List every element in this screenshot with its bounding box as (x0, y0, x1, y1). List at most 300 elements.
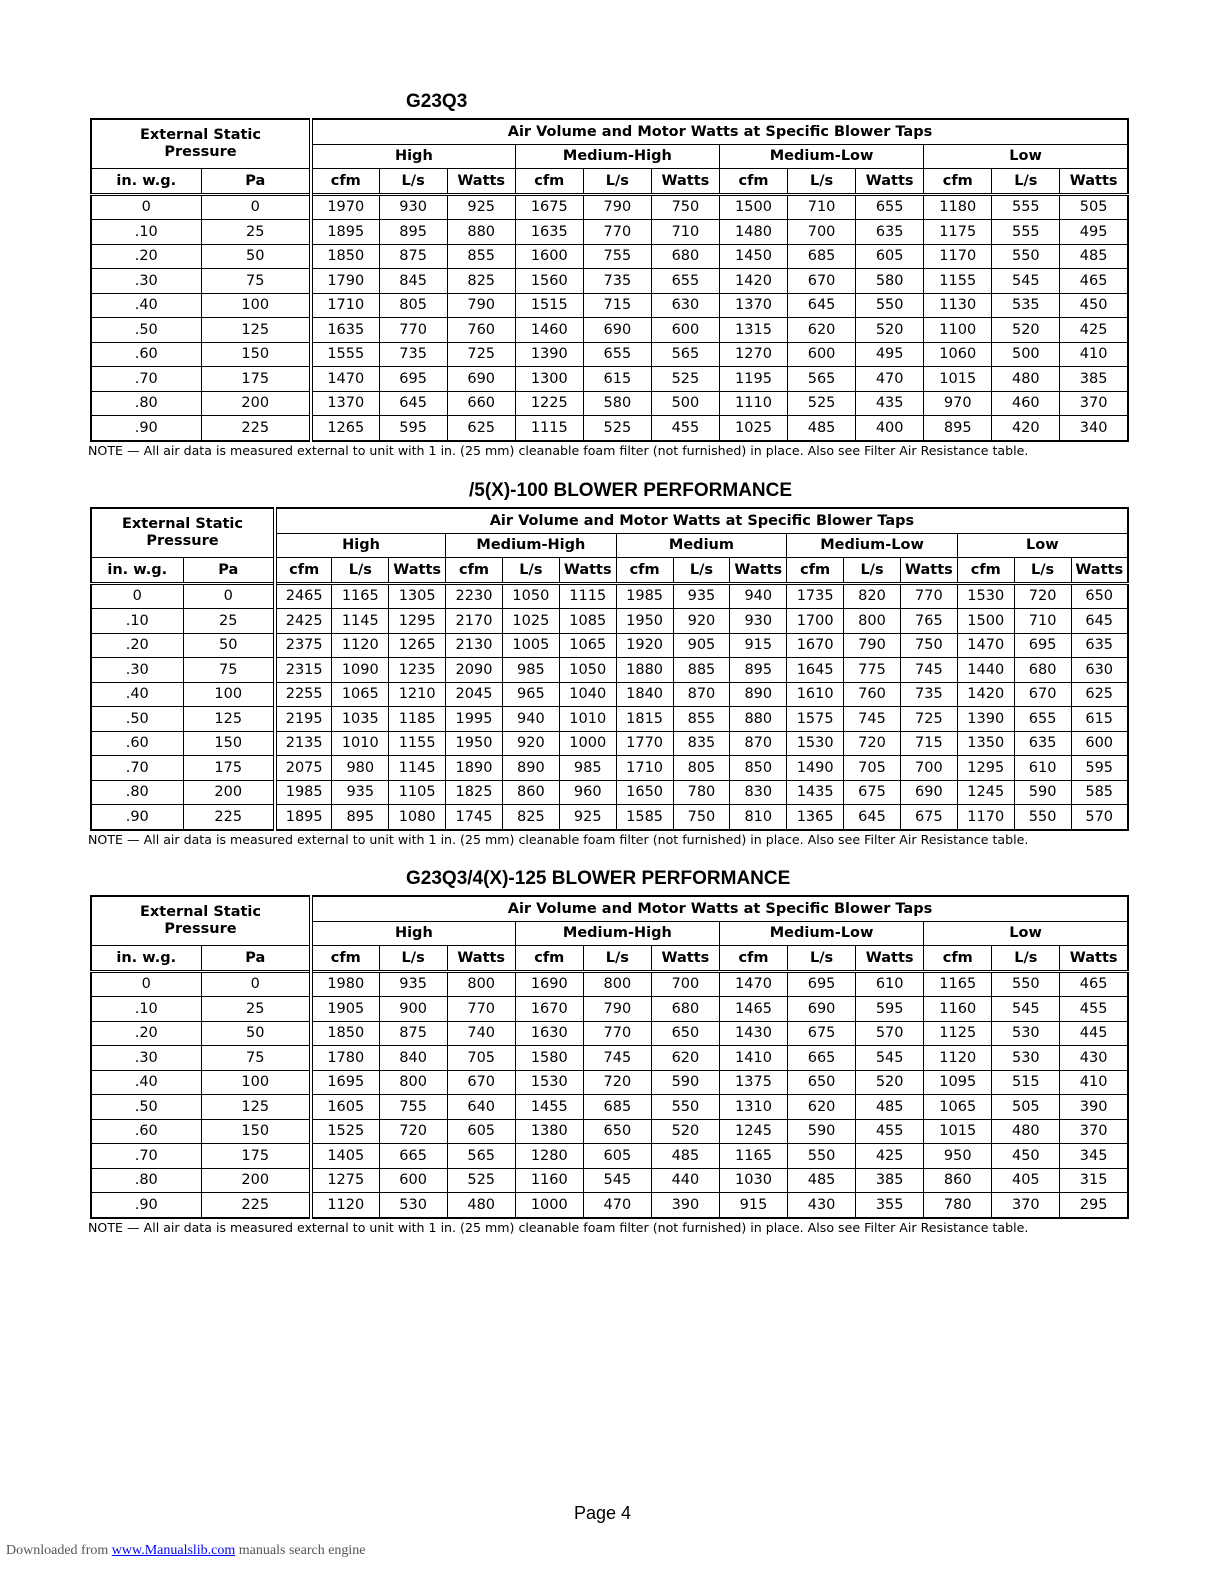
table-cell: 2130 (446, 633, 503, 658)
table-cell: 1155 (389, 731, 446, 756)
table-cell: 1095 (924, 1070, 992, 1095)
table-cell: 1370 (311, 391, 379, 416)
table-cell: 450 (1060, 293, 1128, 318)
unit-header: Watts (559, 558, 616, 584)
table-cell: 835 (673, 731, 730, 756)
table-cell: 1530 (787, 731, 844, 756)
unit-header: L/s (583, 946, 651, 972)
table-cell: 620 (788, 1095, 856, 1120)
unit-header: L/s (844, 558, 901, 584)
table-cell: 1350 (957, 731, 1014, 756)
table-cell: 705 (447, 1046, 515, 1071)
table-cell: 445 (1060, 1021, 1128, 1046)
table-cell: 1000 (515, 1193, 583, 1218)
table-cell: 905 (673, 633, 730, 658)
table-cell: 920 (502, 731, 559, 756)
table-row (91, 731, 1128, 756)
table-row (91, 342, 1128, 367)
tap-header: Medium-Low (719, 921, 923, 946)
tap-header: High (275, 533, 446, 558)
table-cell: 2170 (446, 609, 503, 634)
table-cell: 675 (900, 805, 957, 830)
table-cell: 1500 (957, 609, 1014, 634)
table-cell: 550 (651, 1095, 719, 1120)
table-cell: .70 (91, 367, 201, 392)
table-row (91, 658, 1128, 683)
table-cell: 430 (788, 1193, 856, 1218)
blower-performance-table (90, 118, 1129, 442)
table-cell: 1710 (616, 756, 673, 781)
table-row (91, 583, 1128, 609)
table-cell: 1840 (616, 682, 673, 707)
table-cell: 650 (1071, 583, 1128, 609)
table-cell: 820 (844, 583, 901, 609)
unit-header: cfm (957, 558, 1014, 584)
table-cell: 50 (201, 244, 311, 269)
unit-header: L/s (583, 169, 651, 195)
table-cell: 600 (651, 318, 719, 343)
air-volume-group-header: Air Volume and Motor Watts at Specific Blower Taps (311, 896, 1128, 921)
table-cell: 1170 (957, 805, 1014, 830)
table-cell: 25 (201, 220, 311, 245)
table-cell: 1470 (719, 971, 787, 997)
table-cell: 855 (673, 707, 730, 732)
tap-header: High (311, 144, 515, 169)
table-cell: 755 (379, 1095, 447, 1120)
unit-header: Watts (730, 558, 787, 584)
table-cell: 605 (856, 244, 924, 269)
unit-header: cfm (616, 558, 673, 584)
table-cell: 1440 (957, 658, 1014, 683)
unit-header: Watts (1060, 946, 1128, 972)
table-cell: 715 (583, 293, 651, 318)
tap-header: Low (957, 533, 1128, 558)
table-row (91, 971, 1128, 997)
unit-header: Watts (856, 946, 924, 972)
table-cell: 700 (651, 971, 719, 997)
table-cell: 635 (1014, 731, 1071, 756)
esp-label: External Static Pressure (122, 516, 243, 549)
table-cell: 645 (844, 805, 901, 830)
table-cell: 1090 (332, 658, 389, 683)
table-cell: 1130 (924, 293, 992, 318)
table-cell: 600 (379, 1168, 447, 1193)
table-cell: 1515 (515, 293, 583, 318)
table-cell: 545 (856, 1046, 924, 1071)
table-cell: 75 (183, 658, 275, 683)
table-cell: 1040 (559, 682, 616, 707)
table-cell: 520 (651, 1119, 719, 1144)
table-cell: .90 (91, 1193, 201, 1218)
table-cell: 1160 (515, 1168, 583, 1193)
table-row (91, 780, 1128, 805)
table-row (91, 997, 1128, 1022)
table-cell: 1160 (924, 997, 992, 1022)
table-cell: 405 (992, 1168, 1060, 1193)
table-cell: 775 (844, 658, 901, 683)
table-cell: 470 (856, 367, 924, 392)
table-cell: 805 (673, 756, 730, 781)
table-cell: 1310 (719, 1095, 787, 1120)
table-cell: 1470 (311, 367, 379, 392)
table-cell: 1115 (515, 416, 583, 441)
table-cell: 125 (201, 318, 311, 343)
table-cell: 675 (788, 1021, 856, 1046)
table-cell: .10 (91, 997, 201, 1022)
table-cell: 565 (788, 367, 856, 392)
table-cell: 295 (1060, 1193, 1128, 1218)
table-cell: 1890 (446, 756, 503, 781)
table-cell: 455 (856, 1119, 924, 1144)
table-cell: 495 (1060, 220, 1128, 245)
table-cell: 985 (559, 756, 616, 781)
table-cell: 1270 (719, 342, 787, 367)
table-row (91, 269, 1128, 294)
table-cell: 585 (1071, 780, 1128, 805)
table-row (91, 1119, 1128, 1144)
table-cell: 1155 (924, 269, 992, 294)
table-cell: 800 (583, 971, 651, 997)
table-cell: 935 (673, 583, 730, 609)
unit-header: in. w.g. (91, 169, 201, 195)
table-cell: 1980 (311, 971, 379, 997)
table-cell: 630 (1071, 658, 1128, 683)
unit-header: Watts (856, 169, 924, 195)
table-cell: 1530 (957, 583, 1014, 609)
table-cell: 1490 (787, 756, 844, 781)
table-cell: 1370 (719, 293, 787, 318)
table-cell: 520 (992, 318, 1060, 343)
table-cell: 750 (673, 805, 730, 830)
table-cell: 2135 (275, 731, 332, 756)
table-cell: 685 (583, 1095, 651, 1120)
table-cell: .90 (91, 416, 201, 441)
table-cell: .10 (91, 220, 201, 245)
table-cell: 700 (788, 220, 856, 245)
table-cell: 425 (856, 1144, 924, 1169)
table-cell: 670 (788, 269, 856, 294)
table-cell: 805 (379, 293, 447, 318)
table-cell: 695 (379, 367, 447, 392)
unit-header: cfm (311, 946, 379, 972)
table-cell: 965 (502, 682, 559, 707)
table-cell: 530 (992, 1021, 1060, 1046)
table-cell: 870 (673, 682, 730, 707)
table-cell: 1060 (924, 342, 992, 367)
table-cell: 825 (502, 805, 559, 830)
table-cell: .80 (91, 780, 183, 805)
tap-header: Medium-High (446, 533, 617, 558)
table-cell: 1065 (924, 1095, 992, 1120)
table-cell: 580 (583, 391, 651, 416)
table-cell: 1880 (616, 658, 673, 683)
table-cell: 485 (651, 1144, 719, 1169)
table-cell: 200 (183, 780, 275, 805)
table-cell: 175 (201, 367, 311, 392)
table-cell: 875 (379, 244, 447, 269)
table-row (91, 318, 1128, 343)
table-cell: 670 (447, 1070, 515, 1095)
table-cell: 1080 (389, 805, 446, 830)
table-cell: 50 (183, 633, 275, 658)
table-cell: 810 (730, 805, 787, 830)
table-cell: 655 (583, 342, 651, 367)
table-cell: 450 (992, 1144, 1060, 1169)
unit-header: Pa (183, 558, 275, 584)
table-row (91, 707, 1128, 732)
table-cell: 720 (583, 1070, 651, 1095)
external-static-pressure-header (91, 119, 311, 169)
table-cell: .40 (91, 293, 201, 318)
table-cell: 1675 (515, 194, 583, 220)
table-cell: 1170 (924, 244, 992, 269)
table-cell: 1005 (502, 633, 559, 658)
table-cell: 370 (1060, 1119, 1128, 1144)
table-cell: .50 (91, 707, 183, 732)
table-cell: 925 (559, 805, 616, 830)
table-row (91, 367, 1128, 392)
table-cell: 660 (447, 391, 515, 416)
table-cell: 690 (447, 367, 515, 392)
table-cell: 550 (992, 971, 1060, 997)
table-cell: 705 (844, 756, 901, 781)
table-cell: 1105 (389, 780, 446, 805)
table-cell: 745 (844, 707, 901, 732)
table-cell: 635 (1071, 633, 1128, 658)
table-cell: 2045 (446, 682, 503, 707)
unit-header: Watts (389, 558, 446, 584)
table-cell: 1165 (719, 1144, 787, 1169)
table-cell: 745 (583, 1046, 651, 1071)
table-cell: 1120 (311, 1193, 379, 1218)
table-cell: 1295 (957, 756, 1014, 781)
table-cell: 770 (583, 1021, 651, 1046)
table-cell: 1525 (311, 1119, 379, 1144)
table-cell: 885 (673, 658, 730, 683)
table-cell: 435 (856, 391, 924, 416)
table-cell: .70 (91, 756, 183, 781)
table-cell: 1770 (616, 731, 673, 756)
table-cell: 150 (201, 342, 311, 367)
table-cell: 1635 (311, 318, 379, 343)
tap-header: Medium-High (515, 921, 719, 946)
table-cell: 0 (91, 583, 183, 609)
table-cell: 590 (651, 1070, 719, 1095)
table-cell: .60 (91, 1119, 201, 1144)
esp-label: External Static Pressure (140, 904, 261, 937)
table-cell: 650 (583, 1119, 651, 1144)
table-cell: 1950 (616, 609, 673, 634)
unit-header: Watts (447, 169, 515, 195)
table-row (91, 1193, 1128, 1218)
table-row (91, 633, 1128, 658)
table-cell: 385 (856, 1168, 924, 1193)
table-cell: 425 (1060, 318, 1128, 343)
unit-header: Watts (1071, 558, 1128, 584)
table-cell: 565 (651, 342, 719, 367)
manualslib-link[interactable]: www.Manualslib.com (111, 1543, 236, 1558)
tap-header: Medium (616, 533, 787, 558)
table-cell: 225 (201, 416, 311, 441)
unit-header: cfm (924, 169, 992, 195)
table-cell: 470 (583, 1193, 651, 1218)
table-cell: 735 (583, 269, 651, 294)
air-volume-group-header: Air Volume and Motor Watts at Specific Blower Taps (311, 119, 1128, 144)
table-cell: 1065 (559, 633, 616, 658)
table-cell: 545 (992, 997, 1060, 1022)
table-cell: 1850 (311, 244, 379, 269)
table-cell: 555 (992, 194, 1060, 220)
table-cell: 505 (1060, 194, 1128, 220)
table-row (91, 1021, 1128, 1046)
table-cell: 1695 (311, 1070, 379, 1095)
table-cell: 1365 (787, 805, 844, 830)
unit-header: L/s (992, 169, 1060, 195)
table-cell: 1305 (389, 583, 446, 609)
table-cell: 595 (1071, 756, 1128, 781)
table-cell: 1015 (924, 367, 992, 392)
table-cell: 600 (788, 342, 856, 367)
table-cell: 960 (559, 780, 616, 805)
table-cell: .30 (91, 658, 183, 683)
table-cell: 520 (856, 1070, 924, 1095)
table-cell: 525 (583, 416, 651, 441)
footer-prefix: Downloaded from (6, 1543, 112, 1558)
tap-header: High (311, 921, 515, 946)
table-cell: 735 (900, 682, 957, 707)
table-row (91, 805, 1128, 830)
table-cell: 850 (730, 756, 787, 781)
table-cell: .50 (91, 1095, 201, 1120)
unit-header: L/s (673, 558, 730, 584)
table-cell: 1125 (924, 1021, 992, 1046)
table-cell: 860 (924, 1168, 992, 1193)
table-cell: 500 (651, 391, 719, 416)
esp-label: External Static Pressure (140, 127, 261, 160)
table-cell: 410 (1060, 342, 1128, 367)
table-cell: 590 (788, 1119, 856, 1144)
table-cell: 1295 (389, 609, 446, 634)
table-row (91, 220, 1128, 245)
table-cell: 125 (201, 1095, 311, 1120)
table-cell: 1780 (311, 1046, 379, 1071)
table-cell: 685 (788, 244, 856, 269)
table-cell: 460 (992, 391, 1060, 416)
table-cell: 920 (673, 609, 730, 634)
table-cell: .10 (91, 609, 183, 634)
table-row (91, 1144, 1128, 1169)
table-cell: 1985 (616, 583, 673, 609)
table-cell: 800 (844, 609, 901, 634)
table-cell: 650 (651, 1021, 719, 1046)
table-cell: .70 (91, 1144, 201, 1169)
table-cell: 630 (651, 293, 719, 318)
table-cell: 440 (651, 1168, 719, 1193)
air-volume-group-header: Air Volume and Motor Watts at Specific Blower Taps (275, 508, 1128, 533)
table-cell: 745 (900, 658, 957, 683)
table-cell: 1610 (787, 682, 844, 707)
table-row (91, 391, 1128, 416)
table-cell: 25 (183, 609, 275, 634)
table-cell: 600 (1071, 731, 1128, 756)
table-cell: 0 (201, 194, 311, 220)
table-cell: 1315 (719, 318, 787, 343)
table-cell: 390 (1060, 1095, 1128, 1120)
table-title: /5(X)-100 BLOWER PERFORMANCE (469, 480, 793, 501)
table-cell: 1790 (311, 269, 379, 294)
table-title: G23Q3 (406, 91, 468, 112)
table-cell: 900 (379, 997, 447, 1022)
table-cell: 2425 (275, 609, 332, 634)
table-cell: 1120 (924, 1046, 992, 1071)
table-cell: 655 (651, 269, 719, 294)
unit-header: cfm (787, 558, 844, 584)
table-cell: 1895 (275, 805, 332, 830)
unit-header: Pa (201, 169, 311, 195)
table-cell: 485 (788, 416, 856, 441)
table-cell: 550 (788, 1144, 856, 1169)
table-cell: 570 (856, 1021, 924, 1046)
table-cell: 370 (992, 1193, 1060, 1218)
table-cell: 1015 (924, 1119, 992, 1144)
table-cell: 930 (379, 194, 447, 220)
table-cell: 1420 (719, 269, 787, 294)
table-cell: 455 (651, 416, 719, 441)
table-cell: 780 (673, 780, 730, 805)
table-cell: 530 (379, 1193, 447, 1218)
table-cell: 1025 (502, 609, 559, 634)
table-cell: 1905 (311, 997, 379, 1022)
table-cell: 345 (1060, 1144, 1128, 1169)
table-cell: 1010 (559, 707, 616, 732)
table-cell: 1670 (787, 633, 844, 658)
table-cell: 100 (183, 682, 275, 707)
unit-header: cfm (515, 169, 583, 195)
unit-header: cfm (924, 946, 992, 972)
tap-header: Low (924, 144, 1128, 169)
table-cell: 640 (447, 1095, 515, 1120)
table-cell: 605 (447, 1119, 515, 1144)
table-cell: 720 (379, 1119, 447, 1144)
table-cell: 665 (379, 1144, 447, 1169)
table-cell: 895 (379, 220, 447, 245)
unit-header: L/s (379, 946, 447, 972)
table-cell: 790 (447, 293, 515, 318)
table-cell: 2465 (275, 583, 332, 609)
table-cell: 690 (900, 780, 957, 805)
table-cell: 315 (1060, 1168, 1128, 1193)
table-cell: 1175 (924, 220, 992, 245)
table-cell: 1110 (719, 391, 787, 416)
table-cell: 770 (447, 997, 515, 1022)
table-cell: 1245 (957, 780, 1014, 805)
table-cell: 845 (379, 269, 447, 294)
table-row (91, 194, 1128, 220)
unit-header: L/s (502, 558, 559, 584)
table-cell: .80 (91, 391, 201, 416)
table-cell: 530 (992, 1046, 1060, 1071)
table-cell: 1245 (719, 1119, 787, 1144)
unit-header-row (91, 169, 1128, 195)
table-cell: 740 (447, 1021, 515, 1046)
table-cell: 1210 (389, 682, 446, 707)
table-cell: 1605 (311, 1095, 379, 1120)
group-header-row (91, 508, 1128, 533)
unit-header: cfm (719, 169, 787, 195)
unit-header: Watts (1060, 169, 1128, 195)
table-cell: 495 (856, 342, 924, 367)
table-cell: 1575 (787, 707, 844, 732)
